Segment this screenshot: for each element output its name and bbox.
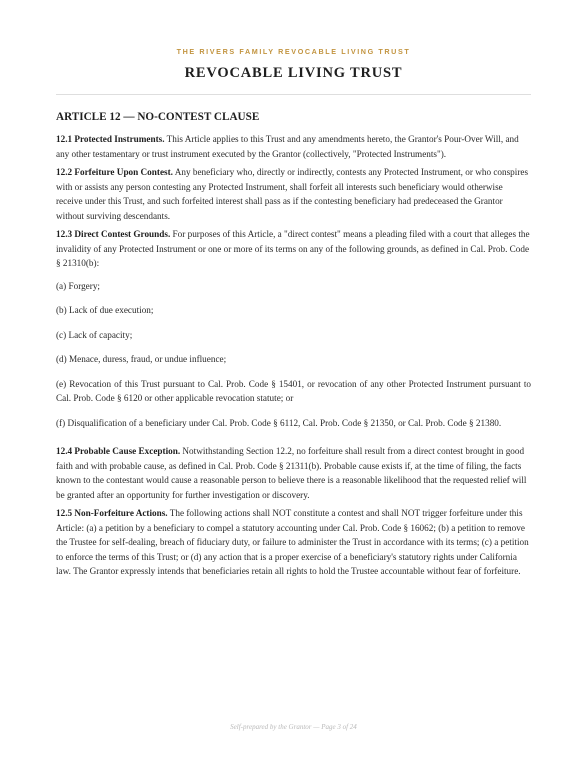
list-item: (b) Lack of due execution; (56, 305, 154, 315)
section-12-5-text: The following actions shall NOT constitute a contest and shall NOT trigger forfeiture under this Article: (a) a petition by a beneficiary to compel a statutory accounting under Cal. Prob. Code § 16062; (b) a petition to remove the Trustee for self-dealing, breach of fiduciary duty, or failure to administer the Trust in accordance with its terms; (c) a petition to enforce the terms of this Trust; or (d) any action that is a proper exercise of a beneficiary's statutory rights under California law. The Grantor expressly intends that beneficiaries retain all rights to hold the Trustee accountable without fear of forfeiture. (56, 508, 529, 576)
list-item: (a) Forgery; (56, 280, 100, 291)
section-12-2 (56, 165, 531, 223)
section-12-2-text: Any beneficiary who, directly or indirectly, contests any Protected Instrument, or who conspires with or assists any person contesting any Protected Instrument, shall forfeit all interests such beneficiary would otherwise receive under this Trust, and such forfeited interest shall pass as if the contesting beneficiary had predeceased the Grantor without surviving descendants. (56, 167, 529, 221)
page-footer: Self-prepared by the Grantor — Page 3 of 24 (230, 723, 357, 731)
list-item: (f) Disqualification of a beneficiary under Cal. Prob. Code § 6112, Cal. Prob. Code § 21350, or Cal. Prob. Code § 21380. (56, 417, 502, 428)
list-item: (e) Revocation of this Trust pursuant to Cal. Prob. Code § 15401, or revocation of any other Protected Instrument pursuant to Cal. Prob. Code § 6120 or other applicable revocation statute; or (56, 378, 531, 403)
header-divider (56, 94, 531, 95)
document-header (56, 47, 531, 81)
section-12-3-heading: 12.3 Direct Contest Grounds. (56, 229, 171, 239)
contest-grounds-list (56, 279, 531, 431)
section-12-3 (56, 227, 531, 271)
section-12-3-text: For purposes of this Article, a "direct contest" means a pleading filed with a court that alleges the invalidity of any Protected Instrument or one or more of its terms on any of the following grounds, as defined in Cal. Prob. Code § 21310(b): (56, 229, 530, 268)
section-12-4 (56, 444, 531, 502)
trust-name: THE RIVERS FAMILY REVOCABLE LIVING TRUST (176, 47, 411, 56)
section-12-5 (56, 506, 531, 579)
section-12-4-text: Notwithstanding Section 12.2, no forfeiture shall result from a direct contest brought in good faith and with probable cause, as defined in Cal. Prob. Code § 21311(b). Probable cause exists if, at the time of filing, the facts known to the contestant would cause a reasonable person to believe there is a reasonable likelihood that the requested relief will be granted after an opportunity for further investigation or discovery. (56, 446, 527, 500)
section-12-5-heading: 12.5 Non-Forfeiture Actions. (56, 508, 168, 518)
article-heading: ARTICLE 12 — NO-CONTEST CLAUSE (56, 111, 260, 123)
list-item: (d) Menace, duress, fraud, or undue influence; (56, 354, 227, 364)
section-12-1 (56, 132, 531, 161)
section-12-2-heading: 12.2 Forfeiture Upon Contest. (56, 167, 173, 177)
section-12-1-heading: 12.1 Protected Instruments. (56, 134, 165, 144)
list-item: (c) Lack of capacity; (56, 329, 133, 340)
section-12-1-text: This Article applies to this Trust and any amendments hereto, the Grantor's Pour-Over Will, and any other testamentary or trust instrument executed by the Grantor (collectively, "Protected Instruments"). (56, 134, 519, 159)
article-content (56, 110, 531, 583)
document-title: REVOCABLE LIVING TRUST (184, 65, 403, 81)
section-12-4-heading: 12.4 Probable Cause Exception. (56, 446, 181, 456)
